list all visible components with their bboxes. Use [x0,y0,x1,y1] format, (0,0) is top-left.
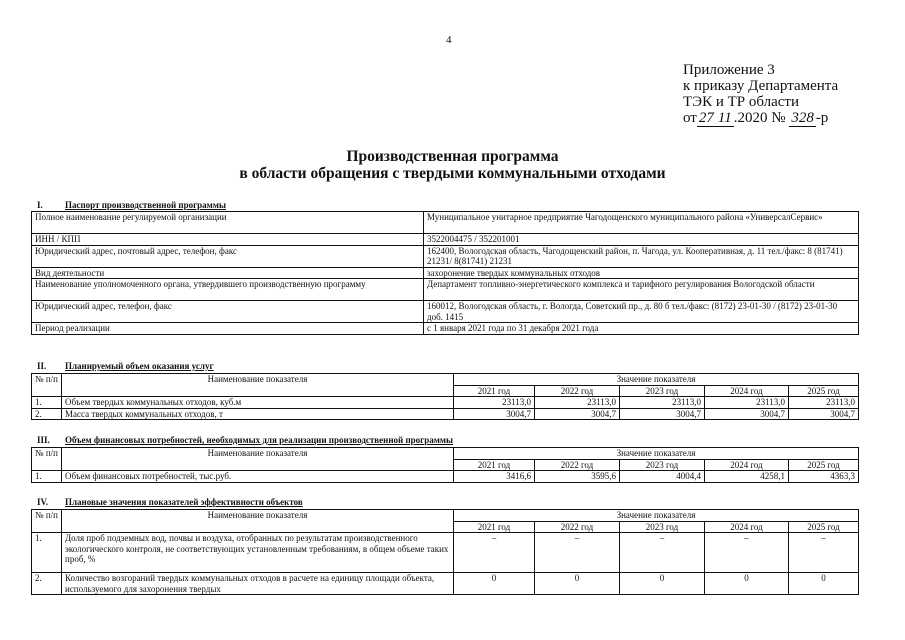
row-value: – [789,533,859,573]
section-2-number: II. [37,361,47,371]
section-3-number: III. [37,435,50,445]
header-value: Значение показателя [454,374,859,386]
row-value: 3004,7 [789,408,859,420]
appendix-line-2: к приказу Департамента [683,78,839,94]
row-value: 3004,7 [705,408,789,420]
section-1-number: I. [37,200,43,210]
row-value: 0 [454,573,535,595]
document-title-line-1: Производственная программа [346,148,559,165]
appendix-block [683,62,838,127]
table-row [32,533,859,573]
row-value: – [535,533,620,573]
table-header-row [32,448,859,460]
header-value: Значение показателя [454,448,859,460]
row-name: Масса твердых коммунальных отходов, т [62,408,454,420]
row-value: 4004,4 [620,471,705,483]
passport-value: 162400, Вологодская область, Чагодощенский район, п. Чагода, ул. Кооперативная, д. 11 тел./факс: 8 (81741) 21231/ 8(81741) 21231 [424,245,859,267]
passport-value: Муниципальное унитарное предприятие Чагодощенского муниципального района «УниверсалСервис» [424,212,859,234]
row-value: – [454,533,535,573]
row-value: 3004,7 [535,408,620,420]
row-name: Объем финансовых потребностей, тыс.руб. [62,471,454,483]
row-value: 0 [705,573,789,595]
row-value: 23113,0 [535,397,620,409]
passport-label: Юридический адрес, почтовый адрес, телефон, факс [32,245,424,267]
row-num: 2. [32,408,62,420]
row-num: 1. [32,397,62,409]
table-row [32,471,859,483]
row-name: Доля проб подземных вод, почвы и воздуха, отобранных по результатам производственного экологического контроля, не соответствующих установленным требованиям, в общем объеме таких проб, % [62,533,454,573]
row-num: 2. [32,573,62,595]
row-value: – [705,533,789,573]
section-4-heading [37,497,303,507]
handwritten-order-number: 328 [791,110,814,126]
efficiency-indicators-table [31,509,859,595]
section-2-heading [37,361,214,371]
document-title-line-2: в области обращения с твердыми коммунальными отходами [239,165,666,182]
header-num: № п/п [32,448,62,471]
header-year: 2023 год [620,385,705,397]
handwritten-month: 11 [717,110,732,126]
header-name: Наименование показателя [62,510,454,533]
header-year: 2025 год [789,459,859,471]
row-value: 23113,0 [705,397,789,409]
header-year: 2023 год [620,521,705,533]
header-year: 2022 год [535,385,620,397]
order-suffix: -р [815,110,829,126]
passport-table [31,211,859,335]
header-year: 2023 год [620,459,705,471]
passport-label: Юридический адрес, телефон, факс [32,301,424,323]
passport-label: Наименование уполномоченного органа, утвердившего производственную программу [32,279,424,301]
table-row [32,408,859,420]
table-row [32,267,859,279]
row-value: – [620,533,705,573]
row-value: 3004,7 [620,408,705,420]
table-header-row [32,510,859,522]
table-row [32,234,859,246]
header-year: 2021 год [454,459,535,471]
page-number: 4 [446,34,452,46]
handwritten-day: 27 [698,110,714,126]
row-value: 3004,7 [454,408,535,420]
row-value: 3416,6 [454,471,535,483]
row-num: 1. [32,471,62,483]
table-row [32,279,859,301]
row-value: 4363,3 [789,471,859,483]
section-3-heading [37,435,453,445]
row-num: 1. [32,533,62,573]
header-year: 2021 год [454,521,535,533]
row-value: 0 [789,573,859,595]
header-year: 2024 год [705,385,789,397]
row-value: 23113,0 [620,397,705,409]
table-row [32,397,859,409]
row-value: 0 [620,573,705,595]
table-row [32,573,859,595]
section-4-title: Плановые значения показателей эффективности объектов [65,497,303,507]
section-3-title: Объем финансовых потребностей, необходимых для реализации производственной программы [65,435,454,445]
header-year: 2024 год [705,521,789,533]
table-row [32,323,859,335]
table-row [32,301,859,323]
header-num: № п/п [32,374,62,397]
date-prefix: от [683,110,697,126]
row-name: Объем твердых коммунальных отходов, куб.м [62,397,454,409]
passport-label: ИНН / КПП [32,234,424,246]
row-name: Количество возгораний твердых коммунальных отходов в расчете на единицу площади объекта, используемого для захоронения твердых [62,573,454,595]
section-2-title: Планируемый объем оказания услуг [65,361,214,371]
row-value: 23113,0 [454,397,535,409]
row-value: 23113,0 [789,397,859,409]
order-year: .2020 № [733,110,786,126]
passport-label: Полное наименование регулируемой организации [32,212,424,234]
passport-label: Период реализации [32,323,424,335]
table-row [32,212,859,234]
row-value: 0 [535,573,620,595]
table-row [32,245,859,267]
passport-value: захоронение твердых коммунальных отходов [424,267,859,279]
section-1-heading [37,200,226,210]
passport-value: 160012, Вологодская область, г. Вологда, Советский пр., д. 80 б тел./факс: (8172) 23-01-30 / (8172) 23-01-30 доб. 1415 [424,301,859,323]
passport-value: Департамент топливно-энергетического комплекса и тарифного регулирования Вологодской области [424,279,859,301]
row-value: 4258,1 [705,471,789,483]
appendix-date-line [683,110,838,127]
appendix-line-1: Приложение 3 [683,62,775,78]
financial-needs-table [31,447,859,483]
passport-label: Вид деятельности [32,267,424,279]
header-year: 2021 год [454,385,535,397]
header-name: Наименование показателя [62,374,454,397]
row-value: 3595,6 [535,471,620,483]
passport-value: с 1 января 2021 года по 31 декабря 2021 года [424,323,859,335]
header-value: Значение показателя [454,510,859,522]
header-year: 2022 год [535,459,620,471]
header-year: 2025 год [789,385,859,397]
section-4-number: IV. [37,497,49,507]
section-1-title: Паспорт производственной программы [65,200,226,210]
appendix-line-3: ТЭК и ТР области [683,94,799,110]
header-year: 2025 год [789,521,859,533]
header-year: 2022 год [535,521,620,533]
table-header-row [32,374,859,386]
header-name: Наименование показателя [62,448,454,471]
passport-value: 3522004475 / 352201001 [424,234,859,246]
services-volume-table [31,373,859,420]
header-num: № п/п [32,510,62,533]
header-year: 2024 год [705,459,789,471]
